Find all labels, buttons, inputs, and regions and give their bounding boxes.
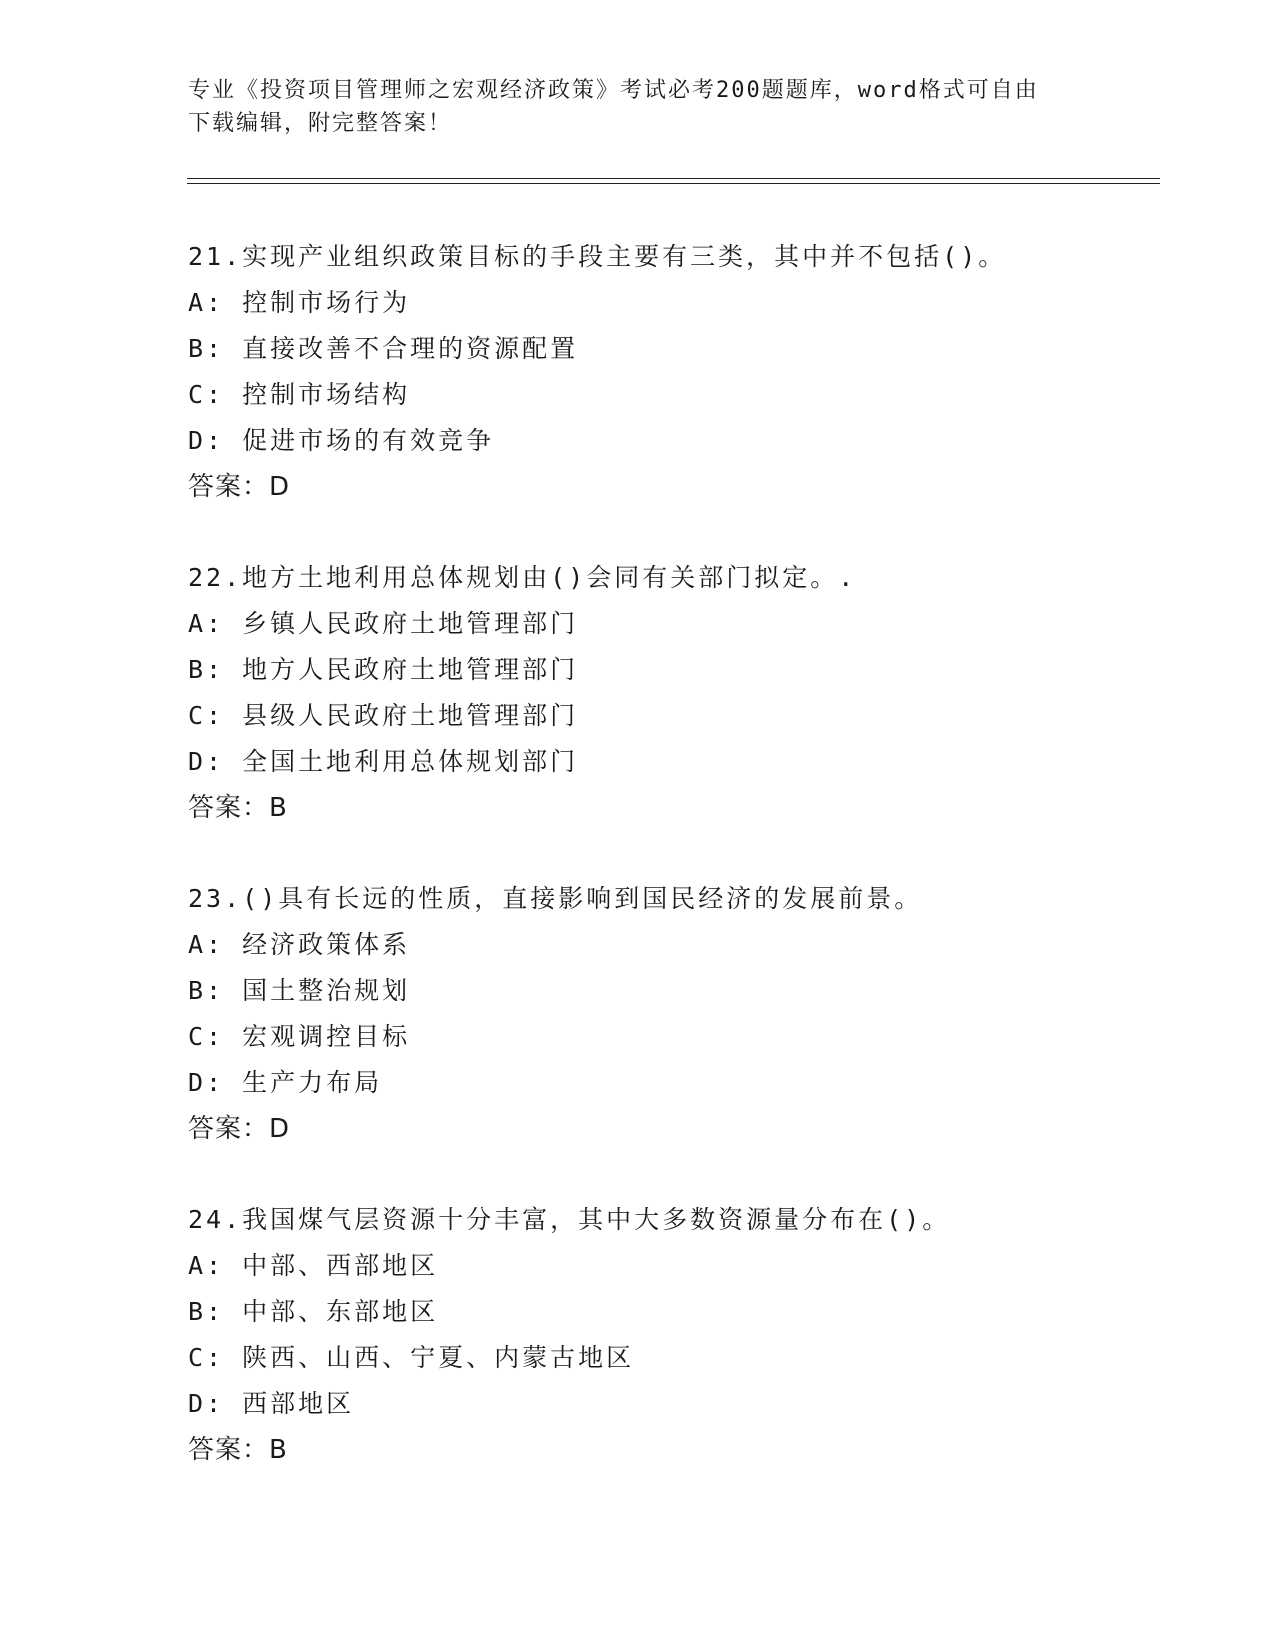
question-stem: 21.实现产业组织政策目标的手段主要有三类，其中并不包括()。 bbox=[188, 242, 1007, 271]
question-23 bbox=[188, 876, 1168, 1152]
option-d: D: 全国土地利用总体规划部门 bbox=[188, 747, 579, 776]
answer-key: 答案：B bbox=[188, 793, 288, 823]
option-a: A: 经济政策体系 bbox=[188, 930, 411, 959]
question-22 bbox=[188, 555, 1168, 831]
option-d: D: 生产力布局 bbox=[188, 1068, 383, 1097]
header-intro-line-2: 下载编辑，附完整答案！ bbox=[188, 111, 453, 136]
option-c: C: 宏观调控目标 bbox=[188, 1022, 411, 1051]
option-a: A: 中部、西部地区 bbox=[188, 1251, 439, 1280]
option-a: A: 乡镇人民政府土地管理部门 bbox=[188, 609, 579, 638]
option-c: C: 县级人民政府土地管理部门 bbox=[188, 701, 579, 730]
answer-key: 答案：B bbox=[188, 1435, 288, 1465]
option-c: C: 控制市场结构 bbox=[188, 380, 411, 409]
option-c: C: 陕西、山西、宁夏、内蒙古地区 bbox=[188, 1343, 635, 1372]
question-stem: 23.()具有长远的性质，直接影响到国民经济的发展前景。 bbox=[188, 884, 923, 913]
option-b: B: 直接改善不合理的资源配置 bbox=[188, 334, 579, 363]
question-24 bbox=[188, 1197, 1168, 1473]
option-a: A: 控制市场行为 bbox=[188, 288, 411, 317]
document-header bbox=[188, 74, 1088, 140]
question-stem: 24.我国煤气层资源十分丰富，其中大多数资源量分布在()。 bbox=[188, 1205, 951, 1234]
option-b: B: 地方人民政府土地管理部门 bbox=[188, 655, 579, 684]
header-divider-top bbox=[187, 178, 1160, 179]
option-b: B: 国土整治规划 bbox=[188, 976, 411, 1005]
header-intro-line-1: 专业《投资项目管理师之宏观经济政策》考试必考200题题库，word格式可自由 bbox=[188, 78, 1039, 103]
answer-key: 答案：D bbox=[188, 1114, 291, 1144]
answer-key: 答案：D bbox=[188, 472, 291, 502]
option-d: D: 促进市场的有效竞争 bbox=[188, 426, 495, 455]
header-divider-bottom bbox=[187, 183, 1160, 184]
option-d: D: 西部地区 bbox=[188, 1389, 355, 1418]
question-stem: 22.地方土地利用总体规划由()会同有关部门拟定。. bbox=[188, 563, 857, 592]
question-21 bbox=[188, 234, 1168, 510]
option-b: B: 中部、东部地区 bbox=[188, 1297, 439, 1326]
